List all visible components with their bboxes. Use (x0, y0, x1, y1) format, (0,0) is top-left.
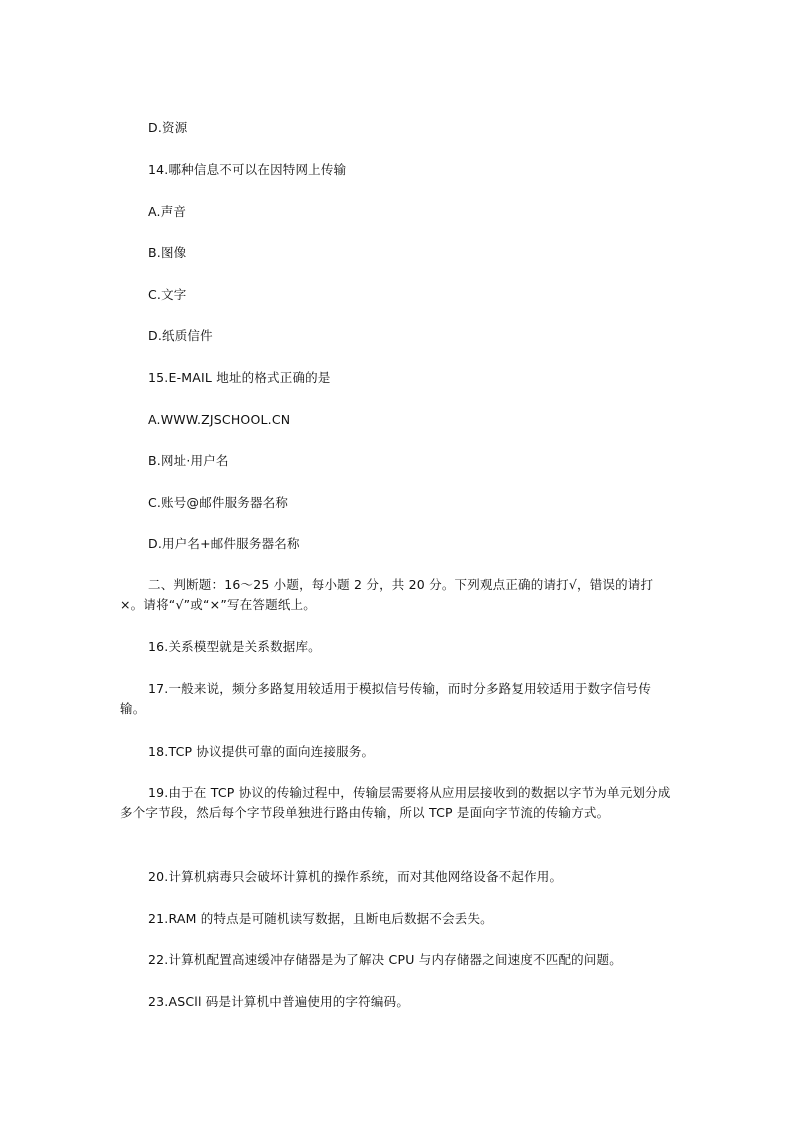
statement-16: 16.关系模型就是关系数据库。 (148, 639, 321, 654)
option-13-d: D.资源 (148, 120, 188, 135)
statement-23: 23.ASCll 码是计算机中普遍使用的字符编码。 (148, 994, 410, 1009)
question-14: 14.哪种信息不可以在因特网上传输 (148, 162, 347, 177)
option-14-c: C.文字 (148, 287, 187, 302)
option-15-a: A.WWW.ZJSCHOOL.CN (148, 412, 291, 427)
statement-20: 20.计算机病毒只会破坏计算机的操作系统，而对其他网络设备不起作用。 (148, 869, 563, 884)
section-heading-true-false: 二、判断题：16～25 小题，每小题 2 分，共 20 分。下列观点正确的请打√，错误的请打×。请将“√”或“×”写在答题纸上。 (120, 577, 654, 612)
statement-17: 17.一般来说，频分多路复用较适用于模拟信号传输，而时分多路复用较适用于数字信号传输。 (120, 681, 652, 716)
option-14-a: A.声音 (148, 204, 187, 219)
statement-21: 21.RAM 的特点是可随机读写数据，且断电后数据不会丢失。 (148, 911, 493, 926)
question-15: 15.E-MAIL 地址的格式正确的是 (148, 370, 331, 385)
statement-18: 18.TCP 协议提供可靠的面向连接服务。 (148, 744, 375, 759)
option-15-b: B.网址·用户名 (148, 453, 229, 468)
option-14-d: D.纸质信件 (148, 328, 213, 343)
statement-22: 22.计算机配置高速缓冲存储器是为了解决 CPU 与内存储器之间速度不匹配的问题。 (148, 952, 622, 967)
statement-19: 19.由于在 TCP 协议的传输过程中，传输层需要将从应用层接收到的数据以字节为单元划分成多个字节段，然后每个字节段单独进行路由传输，所以 TCP 是面向字节流的传输方式。 (120, 785, 671, 820)
option-14-b: B.图像 (148, 245, 187, 260)
option-15-c: C.账号@邮件服务器名称 (148, 495, 289, 510)
option-15-d: D.用户名+邮件服务器名称 (148, 536, 300, 551)
